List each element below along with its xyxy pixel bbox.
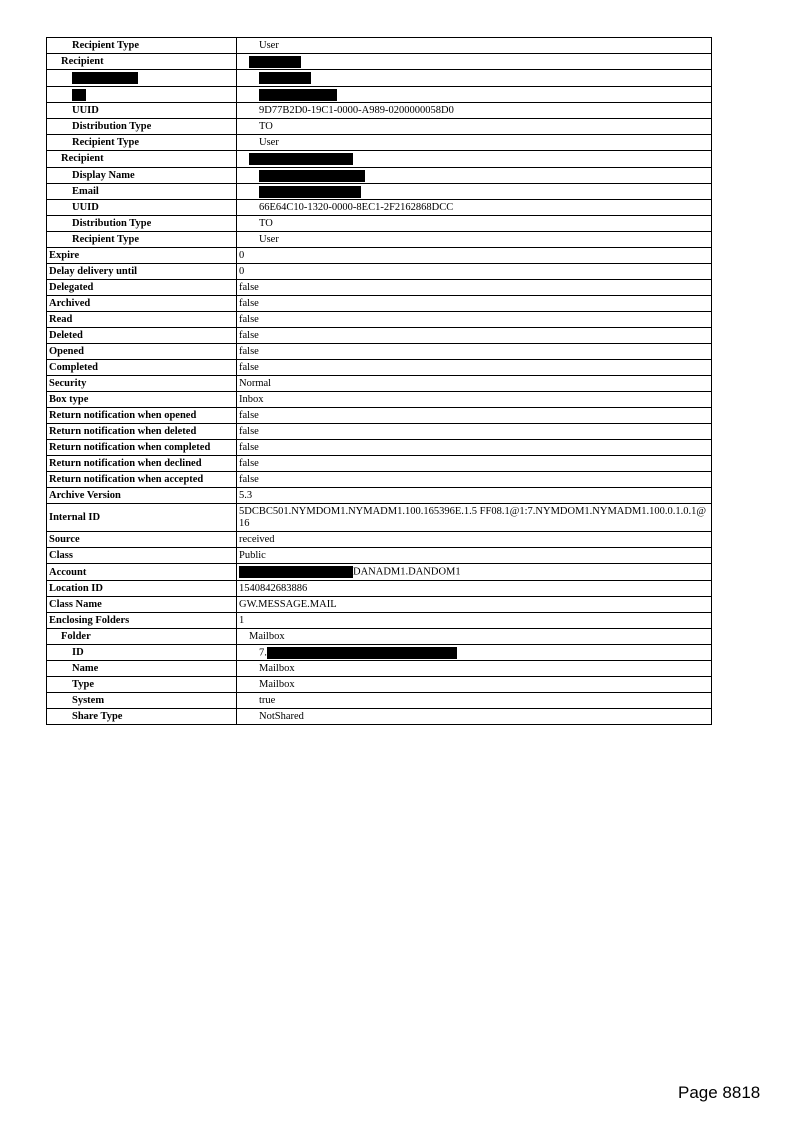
- table-row: [47, 532, 712, 548]
- table-row: [47, 312, 712, 328]
- property-value: [237, 644, 712, 660]
- property-key: Account: [47, 564, 237, 580]
- property-key: Share Type: [47, 709, 237, 725]
- table-row: [47, 264, 712, 280]
- property-value: [237, 54, 712, 70]
- property-value: NotShared: [237, 709, 712, 725]
- property-value: [237, 70, 712, 86]
- property-key: Read: [47, 312, 237, 328]
- property-value: 1540842683886: [237, 580, 712, 596]
- property-key: Box type: [47, 392, 237, 408]
- table-row: [47, 472, 712, 488]
- table-row: [47, 86, 712, 102]
- property-value: received: [237, 532, 712, 548]
- property-value: User: [237, 135, 712, 151]
- property-key: Recipient Type: [47, 135, 237, 151]
- property-key: [47, 86, 237, 102]
- property-value: true: [237, 693, 712, 709]
- redaction-bar: [259, 89, 337, 101]
- property-key: System: [47, 693, 237, 709]
- property-key: Distribution Type: [47, 216, 237, 232]
- property-value: Mailbox: [237, 628, 712, 644]
- table-row: [47, 709, 712, 725]
- property-value: Public: [237, 548, 712, 564]
- property-key: Opened: [47, 344, 237, 360]
- property-key: Folder: [47, 628, 237, 644]
- table-row: [47, 70, 712, 86]
- property-value: 0: [237, 248, 712, 264]
- table-row: [47, 184, 712, 200]
- table-row: [47, 167, 712, 183]
- table-row: [47, 392, 712, 408]
- property-value: [237, 86, 712, 102]
- table-row: [47, 440, 712, 456]
- property-value: false: [237, 296, 712, 312]
- property-key: Return notification when deleted: [47, 424, 237, 440]
- property-value: 5.3: [237, 488, 712, 504]
- property-key: [47, 70, 237, 86]
- property-value: [237, 564, 712, 580]
- property-key: UUID: [47, 103, 237, 119]
- table-row: [47, 612, 712, 628]
- table-row: [47, 216, 712, 232]
- property-key: Enclosing Folders: [47, 612, 237, 628]
- property-value: TO: [237, 216, 712, 232]
- redaction-bar: [72, 89, 86, 101]
- property-key: UUID: [47, 200, 237, 216]
- property-key: Expire: [47, 248, 237, 264]
- property-value: false: [237, 344, 712, 360]
- property-value: Mailbox: [237, 661, 712, 677]
- property-key: ID: [47, 644, 237, 660]
- table-row: [47, 38, 712, 54]
- property-value: 0: [237, 264, 712, 280]
- table-row: [47, 504, 712, 532]
- property-key: Source: [47, 532, 237, 548]
- property-value: false: [237, 472, 712, 488]
- property-key: Return notification when declined: [47, 456, 237, 472]
- redaction-bar: [249, 56, 301, 68]
- property-value: [237, 184, 712, 200]
- property-key: Security: [47, 376, 237, 392]
- property-key: Recipient: [47, 54, 237, 70]
- property-value: TO: [237, 119, 712, 135]
- property-value: false: [237, 328, 712, 344]
- property-value: [237, 167, 712, 183]
- table-row: [47, 280, 712, 296]
- property-value: 1: [237, 612, 712, 628]
- property-value: false: [237, 456, 712, 472]
- property-value: GW.MESSAGE.MAIL: [237, 596, 712, 612]
- folder-id-text: 7.: [259, 647, 267, 659]
- property-key: Distribution Type: [47, 119, 237, 135]
- redaction-bar: [239, 566, 353, 578]
- property-key: Deleted: [47, 328, 237, 344]
- table-row: [47, 232, 712, 248]
- property-key: Type: [47, 677, 237, 693]
- property-value: false: [237, 360, 712, 376]
- page-number: Page 8818: [678, 1083, 761, 1102]
- redaction-bar: [249, 153, 353, 165]
- property-key: Internal ID: [47, 504, 237, 532]
- property-key: Archived: [47, 296, 237, 312]
- table-row: [47, 344, 712, 360]
- property-value: Inbox: [237, 392, 712, 408]
- property-key: Return notification when opened: [47, 408, 237, 424]
- table-row: [47, 677, 712, 693]
- property-key: Class Name: [47, 596, 237, 612]
- property-value: false: [237, 440, 712, 456]
- property-key: Return notification when completed: [47, 440, 237, 456]
- property-key: Class: [47, 548, 237, 564]
- redaction-bar: [259, 186, 361, 198]
- property-key: Return notification when accepted: [47, 472, 237, 488]
- table-row: [47, 103, 712, 119]
- property-key: Name: [47, 661, 237, 677]
- table-row: [47, 456, 712, 472]
- table-row: [47, 564, 712, 580]
- property-value: 9D77B2D0-19C1-0000-A989-0200000058D0: [237, 103, 712, 119]
- redaction-bar: [267, 647, 457, 659]
- property-key: Display Name: [47, 167, 237, 183]
- property-key: Recipient Type: [47, 38, 237, 54]
- table-row: [47, 693, 712, 709]
- property-key: Archive Version: [47, 488, 237, 504]
- table-row: [47, 424, 712, 440]
- property-value: 5DCBC501.NYMDOM1.NYMADM1.100.165396E.1.5 FF08.1@1:7.NYMDOM1.NYMADM1.100.0.1.0.1@16: [237, 504, 712, 532]
- table-row: [47, 200, 712, 216]
- table-row: [47, 296, 712, 312]
- property-key: Recipient Type: [47, 232, 237, 248]
- table-row: [47, 376, 712, 392]
- table-row: [47, 548, 712, 564]
- property-key: Location ID: [47, 580, 237, 596]
- property-value: 66E64C10-1320-0000-8EC1-2F2162868DCC: [237, 200, 712, 216]
- property-value: User: [237, 38, 712, 54]
- table-row: [47, 151, 712, 167]
- table-row: [47, 360, 712, 376]
- table-row: [47, 580, 712, 596]
- property-value: false: [237, 408, 712, 424]
- table-row: [47, 119, 712, 135]
- property-key: Completed: [47, 360, 237, 376]
- table-row: [47, 135, 712, 151]
- property-key: Delay delivery until: [47, 264, 237, 280]
- property-value: false: [237, 312, 712, 328]
- table-row: [47, 596, 712, 612]
- property-key: Recipient: [47, 151, 237, 167]
- property-value: [237, 151, 712, 167]
- property-value: User: [237, 232, 712, 248]
- account-value-text: DANADM1.DANDOM1: [353, 566, 461, 578]
- table-row: [47, 54, 712, 70]
- property-key: Email: [47, 184, 237, 200]
- table-row: [47, 328, 712, 344]
- table-row: [47, 408, 712, 424]
- property-value: false: [237, 424, 712, 440]
- redaction-bar: [259, 170, 365, 182]
- redaction-bar: [72, 72, 138, 84]
- table-row: [47, 628, 712, 644]
- property-value: Mailbox: [237, 677, 712, 693]
- property-value: Normal: [237, 376, 712, 392]
- properties-table: [46, 37, 712, 725]
- table-row: [47, 644, 712, 660]
- property-value: false: [237, 280, 712, 296]
- property-key: Delegated: [47, 280, 237, 296]
- table-row: [47, 488, 712, 504]
- redaction-bar: [259, 72, 311, 84]
- table-row: [47, 248, 712, 264]
- table-row: [47, 661, 712, 677]
